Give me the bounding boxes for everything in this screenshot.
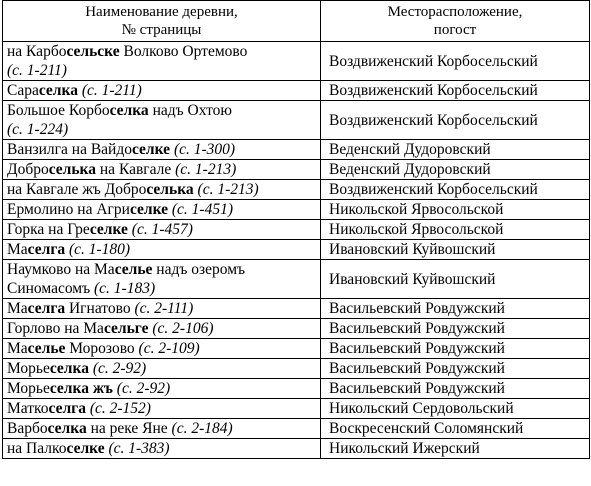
village-name-root: селга (27, 300, 66, 317)
location-cell: Васильевский Ровдужский (321, 339, 590, 359)
page-reference: (с. 2-106) (148, 320, 214, 337)
village-name-line (7, 359, 316, 378)
table-row (3, 419, 590, 439)
table-row (3, 399, 590, 419)
village-name-text: надъ озеромъ (152, 261, 246, 278)
header-location-line2: погост (433, 22, 477, 38)
village-name-cell (3, 140, 321, 160)
village-name-text: на Кавгале (96, 161, 176, 178)
village-name-text: Морозово (65, 340, 139, 357)
village-name-cell (3, 359, 321, 379)
village-name-text: на Кавгале жъ Добро (7, 181, 147, 198)
page-reference: (с. 1-383) (104, 440, 170, 457)
page-reference: (с. 2-109) (138, 340, 200, 357)
table-row (3, 319, 590, 339)
village-name-cell (3, 260, 321, 299)
village-name-line (7, 279, 316, 298)
table-row (3, 101, 590, 140)
village-name-text: Игнатово (65, 300, 135, 317)
village-name-root: селка (49, 360, 89, 377)
location-cell: Васильевский Ровдужский (321, 319, 590, 339)
location-cell: Васильевский Ровдужский (321, 379, 590, 399)
village-name-text: Ма (7, 300, 28, 317)
village-name-root: селка жъ (49, 380, 113, 397)
page-reference: (с. 1-213) (175, 161, 237, 178)
header-village-name-line1: Наименование деревни, (85, 4, 238, 20)
table-body (3, 42, 590, 459)
village-name-line (7, 240, 316, 259)
village-name-root: селька (48, 161, 97, 178)
location-cell: Никольский Ижерский (321, 439, 590, 459)
header-village-name-line2: № страницы (121, 22, 202, 38)
table-row (3, 339, 590, 359)
village-name-line (7, 439, 316, 458)
table-row (3, 42, 590, 81)
location-cell: Веденский Дудоровский (321, 140, 590, 160)
page-reference: (с. 1-183) (94, 280, 156, 297)
villages-table-container (2, 0, 589, 459)
table-header-row (3, 1, 590, 42)
village-name-root: селке (89, 221, 128, 238)
village-name-line (7, 339, 316, 358)
village-name-line (7, 399, 316, 418)
village-name-cell (3, 81, 321, 101)
village-name-line (7, 379, 316, 398)
page-reference: (с. 2-92) (112, 380, 171, 397)
location-cell: Воздвиженский Корбосельский (321, 180, 590, 200)
table-row (3, 220, 590, 240)
village-name-root: селга (27, 241, 66, 258)
village-name-cell (3, 220, 321, 240)
header-village-name (3, 1, 321, 42)
village-name-line (7, 319, 316, 338)
village-name-cell (3, 180, 321, 200)
location-cell: Воскресенский Соломянский (321, 419, 590, 439)
village-name-cell (3, 299, 321, 319)
village-name-line (7, 81, 316, 100)
village-name-text: Ванзилга на Вайдо (7, 141, 132, 158)
header-location (321, 1, 590, 42)
village-name-cell (3, 200, 321, 220)
village-name-text: на Карбо (7, 43, 67, 60)
village-name-root: селька (146, 181, 194, 198)
village-name-cell (3, 439, 321, 459)
location-cell: Веденский Дудоровский (321, 160, 590, 180)
village-name-text: Варбо (7, 420, 48, 437)
village-name-text: надъ Охтою (148, 102, 232, 119)
village-name-root: селке (131, 141, 171, 158)
village-name-text: Горка на Гре (7, 221, 90, 238)
village-name-root: селга (48, 400, 86, 417)
page-reference: (с. 2-111) (134, 300, 194, 317)
table-row (3, 240, 590, 260)
page-reference: (с. 1-213) (193, 181, 259, 198)
village-name-line (7, 61, 316, 80)
page-reference: (с. 2-184) (171, 420, 233, 437)
location-cell: Ивановский Куйвошский (321, 260, 590, 299)
village-name-root: селке (129, 201, 169, 218)
location-cell: Воздвиженский Корбосельский (321, 81, 590, 101)
location-cell: Васильевский Ровдужский (321, 359, 590, 379)
village-name-text: Добро (7, 161, 49, 178)
page-reference: (с. 1-180) (65, 241, 131, 258)
village-name-line (7, 299, 316, 318)
village-name-text: Матко (7, 400, 49, 417)
village-name-root: селка (109, 102, 149, 119)
table-row (3, 439, 590, 459)
village-name-line (7, 140, 316, 159)
table-row (3, 160, 590, 180)
village-name-text: на Палко (7, 440, 67, 457)
village-name-line (7, 120, 316, 139)
village-name-cell (3, 419, 321, 439)
page-reference: (с. 1-451) (168, 201, 234, 218)
village-name-root: селье (114, 261, 153, 278)
table-row (3, 260, 590, 299)
village-name-line (7, 160, 316, 179)
village-name-cell (3, 240, 321, 260)
location-cell: Никольской Ярвосольской (321, 220, 590, 240)
table-row (3, 140, 590, 160)
village-name-cell (3, 379, 321, 399)
location-cell: Васильевский Ровдужский (321, 299, 590, 319)
header-location-line1: Месторасположение, (387, 4, 523, 20)
village-name-text: Морье (7, 360, 50, 377)
village-name-cell (3, 101, 321, 140)
villages-table (2, 0, 590, 459)
village-name-line (7, 180, 316, 199)
location-cell: Воздвиженский Корбосельский (321, 101, 590, 140)
page-reference: (с. 1-457) (127, 221, 193, 238)
page-reference: (с. 2-92) (88, 360, 147, 377)
village-name-root: сельге (103, 320, 149, 337)
village-name-line (7, 200, 316, 219)
village-name-text: Горлово на Ма (7, 320, 104, 337)
village-name-text: Ма (7, 340, 28, 357)
village-name-line (7, 42, 316, 61)
village-name-line (7, 101, 316, 120)
table-row (3, 299, 590, 319)
village-name-cell (3, 319, 321, 339)
village-name-text: Морье (7, 380, 50, 397)
village-name-text: Сара (7, 82, 39, 99)
village-name-cell (3, 42, 321, 81)
table-row (3, 379, 590, 399)
page-reference: (с. 1-211) (77, 82, 142, 99)
village-name-cell (3, 399, 321, 419)
table-row (3, 359, 590, 379)
table-row (3, 200, 590, 220)
village-name-root: селка (38, 82, 78, 99)
location-cell: Никольской Ярвосольской (321, 200, 590, 220)
table-row (3, 81, 590, 101)
location-cell: Воздвиженский Корбосельский (321, 42, 590, 81)
page-reference: (с. 1-224) (7, 121, 69, 138)
village-name-cell (3, 339, 321, 359)
page-reference: (с. 1-300) (170, 141, 236, 158)
village-name-root: селке (66, 440, 105, 457)
village-name-line (7, 419, 316, 438)
village-name-text: Синомасомъ (7, 280, 94, 297)
page-reference: (с. 1-211) (7, 62, 67, 79)
village-name-text: на реке Яне (86, 420, 172, 437)
village-name-cell (3, 160, 321, 180)
village-name-root: селье (27, 340, 66, 357)
village-name-text: Ма (7, 241, 28, 258)
location-cell: Никольский Сердовольский (321, 399, 590, 419)
village-name-line (7, 220, 316, 239)
village-name-text: Ермолино на Агри (7, 201, 130, 218)
village-name-text: Волково Ортемово (119, 43, 248, 60)
page-reference: (с. 2-152) (85, 400, 151, 417)
village-name-text: Большое Корбо (7, 102, 110, 119)
village-name-text: Наумково на Ма (7, 261, 115, 278)
village-name-root: сельске (66, 43, 120, 60)
table-row (3, 180, 590, 200)
location-cell: Ивановский Куйвошский (321, 240, 590, 260)
village-name-line (7, 260, 316, 279)
village-name-root: селка (47, 420, 87, 437)
